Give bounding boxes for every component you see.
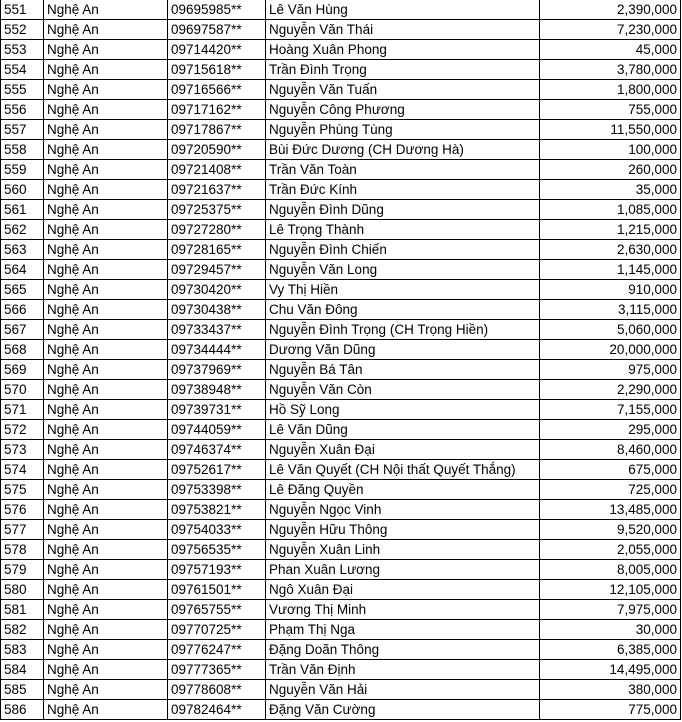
table-row[interactable] — [1, 20, 681, 40]
amount-cell: 12,105,000 — [540, 580, 681, 600]
row-number: 560 — [1, 180, 44, 200]
row-number: 584 — [1, 660, 44, 680]
amount-cell: 35,000 — [540, 180, 681, 200]
amount-cell: 8,005,000 — [540, 560, 681, 580]
table-row[interactable] — [1, 300, 681, 320]
table-row[interactable] — [1, 340, 681, 360]
amount-cell: 975,000 — [540, 360, 681, 380]
row-number: 580 — [1, 580, 44, 600]
table-row[interactable] — [1, 620, 681, 640]
row-number: 570 — [1, 380, 44, 400]
phone-cell: 09721637** — [168, 180, 266, 200]
name-cell: Phạm Thị Nga — [266, 620, 540, 640]
row-number: 577 — [1, 520, 44, 540]
table-row[interactable] — [1, 500, 681, 520]
name-cell: Nguyễn Xuân Đại — [266, 440, 540, 460]
table-row[interactable] — [1, 100, 681, 120]
phone-cell: 09739731** — [168, 400, 266, 420]
province-cell: Nghệ An — [44, 680, 168, 700]
row-number: 565 — [1, 280, 44, 300]
amount-cell: 755,000 — [540, 100, 681, 120]
amount-cell: 675,000 — [540, 460, 681, 480]
phone-cell: 09727280** — [168, 220, 266, 240]
amount-cell: 775,000 — [540, 700, 681, 720]
province-cell: Nghệ An — [44, 600, 168, 620]
phone-cell: 09737969** — [168, 360, 266, 380]
row-number: 586 — [1, 700, 44, 720]
name-cell: Nguyễn Văn Tuấn — [266, 80, 540, 100]
table-row[interactable] — [1, 180, 681, 200]
row-number: 579 — [1, 560, 44, 580]
name-cell: Vương Thị Minh — [266, 600, 540, 620]
table-row[interactable] — [1, 560, 681, 580]
row-number: 561 — [1, 200, 44, 220]
name-cell: Nguyễn Đình Trọng (CH Trọng Hiền) — [266, 320, 540, 340]
row-number: 583 — [1, 640, 44, 660]
name-cell: Lê Đăng Quyền — [266, 480, 540, 500]
name-cell: Nguyễn Văn Hải — [266, 680, 540, 700]
amount-cell: 2,055,000 — [540, 540, 681, 560]
amount-cell: 13,485,000 — [540, 500, 681, 520]
name-cell: Trần Đình Trọng — [266, 60, 540, 80]
row-number: 568 — [1, 340, 44, 360]
name-cell: Dương Văn Dũng — [266, 340, 540, 360]
phone-cell: 09757193** — [168, 560, 266, 580]
amount-cell: 7,155,000 — [540, 400, 681, 420]
province-cell: Nghệ An — [44, 120, 168, 140]
phone-cell: 09716566** — [168, 80, 266, 100]
amount-cell: 7,230,000 — [540, 20, 681, 40]
row-number: 567 — [1, 320, 44, 340]
table-row[interactable] — [1, 460, 681, 480]
row-number: 569 — [1, 360, 44, 380]
table-row[interactable] — [1, 140, 681, 160]
table-row[interactable] — [1, 480, 681, 500]
name-cell: Nguyễn Đình Chiến — [266, 240, 540, 260]
province-cell: Nghệ An — [44, 0, 168, 20]
phone-cell: 09697587** — [168, 20, 266, 40]
table-row[interactable] — [1, 220, 681, 240]
phone-cell: 09770725** — [168, 620, 266, 640]
amount-cell: 8,460,000 — [540, 440, 681, 460]
phone-cell: 09717867** — [168, 120, 266, 140]
name-cell: Nguyễn Xuân Linh — [266, 540, 540, 560]
row-number: 571 — [1, 400, 44, 420]
row-number: 564 — [1, 260, 44, 280]
amount-cell: 2,290,000 — [540, 380, 681, 400]
phone-cell: 09721408** — [168, 160, 266, 180]
amount-cell: 295,000 — [540, 420, 681, 440]
table-row[interactable] — [1, 160, 681, 180]
row-number: 558 — [1, 140, 44, 160]
row-number: 585 — [1, 680, 44, 700]
province-cell: Nghệ An — [44, 640, 168, 660]
row-number: 576 — [1, 500, 44, 520]
amount-cell: 3,115,000 — [540, 300, 681, 320]
province-cell: Nghệ An — [44, 240, 168, 260]
phone-cell: 09733437** — [168, 320, 266, 340]
table-row[interactable] — [1, 700, 681, 720]
name-cell: Lê Văn Dũng — [266, 420, 540, 440]
table-row[interactable] — [1, 540, 681, 560]
province-cell: Nghệ An — [44, 60, 168, 80]
province-cell: Nghệ An — [44, 540, 168, 560]
province-cell: Nghệ An — [44, 40, 168, 60]
row-number: 572 — [1, 420, 44, 440]
name-cell: Vy Thị Hiền — [266, 280, 540, 300]
amount-cell: 1,085,000 — [540, 200, 681, 220]
table-body — [1, 0, 681, 720]
table-row[interactable] — [1, 200, 681, 220]
phone-cell: 09738948** — [168, 380, 266, 400]
province-cell: Nghệ An — [44, 320, 168, 340]
table-row[interactable] — [1, 80, 681, 100]
row-number: 552 — [1, 20, 44, 40]
name-cell: Nguyễn Văn Thái — [266, 20, 540, 40]
name-cell: Trần Đức Kính — [266, 180, 540, 200]
amount-cell: 7,975,000 — [540, 600, 681, 620]
phone-cell: 09752617** — [168, 460, 266, 480]
row-number: 563 — [1, 240, 44, 260]
row-number: 574 — [1, 460, 44, 480]
name-cell: Hồ Sỹ Long — [266, 400, 540, 420]
phone-cell: 09715618** — [168, 60, 266, 80]
province-cell: Nghệ An — [44, 20, 168, 40]
amount-cell: 45,000 — [540, 40, 681, 60]
amount-cell: 30,000 — [540, 620, 681, 640]
name-cell: Nguyễn Phùng Tùng — [266, 120, 540, 140]
amount-cell: 100,000 — [540, 140, 681, 160]
row-number: 582 — [1, 620, 44, 640]
amount-cell: 20,000,000 — [540, 340, 681, 360]
province-cell: Nghệ An — [44, 180, 168, 200]
phone-cell: 09717162** — [168, 100, 266, 120]
province-cell: Nghệ An — [44, 360, 168, 380]
province-cell: Nghệ An — [44, 300, 168, 320]
table-row[interactable] — [1, 420, 681, 440]
row-number: 562 — [1, 220, 44, 240]
row-number: 556 — [1, 100, 44, 120]
amount-cell: 260,000 — [540, 160, 681, 180]
province-cell: Nghệ An — [44, 700, 168, 720]
province-cell: Nghệ An — [44, 520, 168, 540]
row-number: 551 — [1, 0, 44, 20]
phone-cell: 09778608** — [168, 680, 266, 700]
row-number: 575 — [1, 480, 44, 500]
name-cell: Đặng Văn Cường — [266, 700, 540, 720]
province-cell: Nghệ An — [44, 460, 168, 480]
name-cell: Lê Trọng Thành — [266, 220, 540, 240]
table-row[interactable] — [1, 60, 681, 80]
name-cell: Đặng Doãn Thông — [266, 640, 540, 660]
amount-cell: 1,145,000 — [540, 260, 681, 280]
name-cell: Nguyễn Công Phương — [266, 100, 540, 120]
table-row[interactable] — [1, 600, 681, 620]
name-cell: Lê Văn Hùng — [266, 0, 540, 20]
row-number: 573 — [1, 440, 44, 460]
name-cell: Trần Văn Toàn — [266, 160, 540, 180]
table-row[interactable] — [1, 280, 681, 300]
province-cell: Nghệ An — [44, 160, 168, 180]
amount-cell: 6,385,000 — [540, 640, 681, 660]
table-row[interactable] — [1, 120, 681, 140]
table-row[interactable] — [1, 640, 681, 660]
province-cell: Nghệ An — [44, 340, 168, 360]
amount-cell: 910,000 — [540, 280, 681, 300]
province-cell: Nghệ An — [44, 440, 168, 460]
table-row[interactable] — [1, 380, 681, 400]
name-cell: Nguyễn Bá Tân — [266, 360, 540, 380]
table-row[interactable] — [1, 660, 681, 680]
table-row[interactable] — [1, 260, 681, 280]
amount-cell: 11,550,000 — [540, 120, 681, 140]
province-cell: Nghệ An — [44, 560, 168, 580]
phone-cell: 09756535** — [168, 540, 266, 560]
province-cell: Nghệ An — [44, 100, 168, 120]
row-number: 581 — [1, 600, 44, 620]
table-row[interactable] — [1, 0, 681, 20]
amount-cell: 2,630,000 — [540, 240, 681, 260]
amount-cell: 2,390,000 — [540, 0, 681, 20]
table-row[interactable] — [1, 520, 681, 540]
phone-cell: 09714420** — [168, 40, 266, 60]
amount-cell: 725,000 — [540, 480, 681, 500]
name-cell: Trần Văn Định — [266, 660, 540, 680]
province-cell: Nghệ An — [44, 140, 168, 160]
amount-cell: 3,780,000 — [540, 60, 681, 80]
name-cell: Nguyễn Ngọc Vinh — [266, 500, 540, 520]
table-row[interactable] — [1, 400, 681, 420]
name-cell: Nguyễn Văn Long — [266, 260, 540, 280]
amount-cell: 1,215,000 — [540, 220, 681, 240]
amount-cell: 9,520,000 — [540, 520, 681, 540]
phone-cell: 09730438** — [168, 300, 266, 320]
phone-cell: 09728165** — [168, 240, 266, 260]
province-cell: Nghệ An — [44, 200, 168, 220]
name-cell: Lê Văn Quyết (CH Nội thất Quyết Thắng) — [266, 460, 540, 480]
province-cell: Nghệ An — [44, 620, 168, 640]
amount-cell: 14,495,000 — [540, 660, 681, 680]
phone-cell: 09720590** — [168, 140, 266, 160]
row-number: 566 — [1, 300, 44, 320]
table-row[interactable] — [1, 680, 681, 700]
amount-cell: 380,000 — [540, 680, 681, 700]
province-cell: Nghệ An — [44, 420, 168, 440]
name-cell: Hoàng Xuân Phong — [266, 40, 540, 60]
phone-cell: 09730420** — [168, 280, 266, 300]
phone-cell: 09744059** — [168, 420, 266, 440]
row-number: 559 — [1, 160, 44, 180]
name-cell: Nguyễn Đình Dũng — [266, 200, 540, 220]
phone-cell: 09753821** — [168, 500, 266, 520]
row-number: 553 — [1, 40, 44, 60]
province-cell: Nghệ An — [44, 580, 168, 600]
phone-cell: 09734444** — [168, 340, 266, 360]
row-number: 557 — [1, 120, 44, 140]
row-number: 554 — [1, 60, 44, 80]
row-number: 578 — [1, 540, 44, 560]
name-cell: Bùi Đức Dương (CH Dương Hà) — [266, 140, 540, 160]
province-cell: Nghệ An — [44, 220, 168, 240]
phone-cell: 09761501** — [168, 580, 266, 600]
table-row[interactable] — [1, 240, 681, 260]
table-row[interactable] — [1, 580, 681, 600]
phone-cell: 09765755** — [168, 600, 266, 620]
province-cell: Nghệ An — [44, 380, 168, 400]
row-number: 555 — [1, 80, 44, 100]
phone-cell: 09695985** — [168, 0, 266, 20]
phone-cell: 09753398** — [168, 480, 266, 500]
name-cell: Nguyễn Văn Còn — [266, 380, 540, 400]
phone-cell: 09776247** — [168, 640, 266, 660]
province-cell: Nghệ An — [44, 480, 168, 500]
table-row[interactable] — [1, 440, 681, 460]
province-cell: Nghệ An — [44, 500, 168, 520]
phone-cell: 09746374** — [168, 440, 266, 460]
amount-cell: 1,800,000 — [540, 80, 681, 100]
phone-cell: 09782464** — [168, 700, 266, 720]
amount-cell: 5,060,000 — [540, 320, 681, 340]
name-cell: Phan Xuân Lương — [266, 560, 540, 580]
name-cell: Nguyễn Hữu Thông — [266, 520, 540, 540]
name-cell: Chu Văn Đông — [266, 300, 540, 320]
phone-cell: 09729457** — [168, 260, 266, 280]
province-cell: Nghệ An — [44, 400, 168, 420]
table-row[interactable] — [1, 360, 681, 380]
province-cell: Nghệ An — [44, 660, 168, 680]
table-row[interactable] — [1, 320, 681, 340]
phone-cell: 09725375** — [168, 200, 266, 220]
table-row[interactable] — [1, 40, 681, 60]
name-cell: Ngô Xuân Đại — [266, 580, 540, 600]
phone-cell: 09754033** — [168, 520, 266, 540]
province-cell: Nghệ An — [44, 80, 168, 100]
province-cell: Nghệ An — [44, 260, 168, 280]
province-cell: Nghệ An — [44, 280, 168, 300]
phone-cell: 09777365** — [168, 660, 266, 680]
